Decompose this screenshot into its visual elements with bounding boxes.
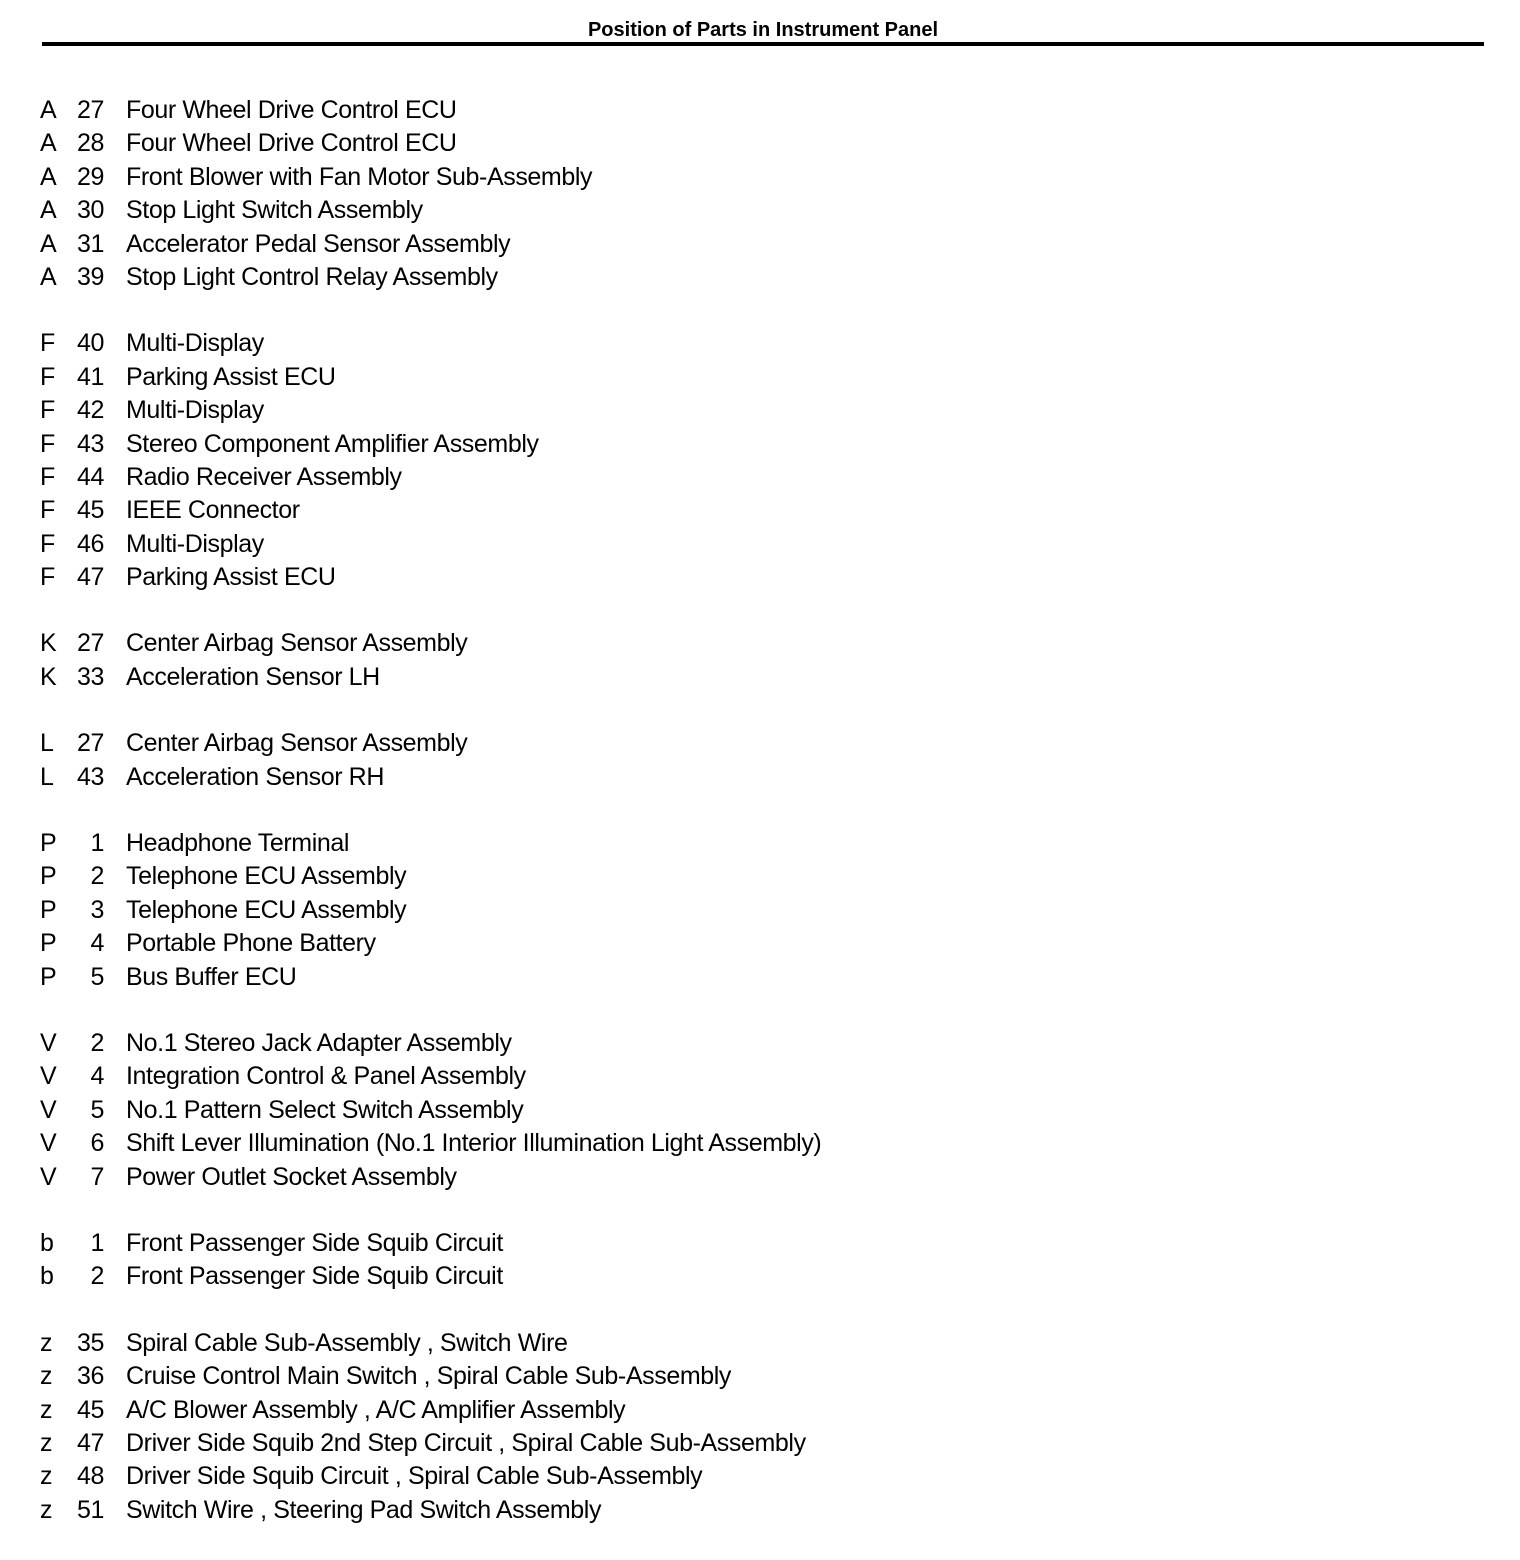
list-item	[40, 561, 1480, 594]
connector-number: 43	[76, 762, 104, 791]
part-description: Center Airbag Sensor Assembly	[126, 629, 468, 658]
connector-number: 5	[90, 1095, 104, 1124]
connector-code: A	[40, 129, 57, 158]
list-item	[40, 1260, 1480, 1293]
part-description: Cruise Control Main Switch , Spiral Cable Sub-Assembly	[126, 1362, 732, 1391]
connector-code: K	[40, 662, 57, 691]
part-description: Acceleration Sensor LH	[126, 662, 380, 691]
part-description: A/C Blower Assembly , A/C Amplifier Assembly	[126, 1395, 626, 1424]
connector-code: P	[40, 862, 57, 891]
connector-code: V	[40, 1095, 57, 1124]
connector-code: z	[40, 1495, 53, 1524]
part-description: Four Wheel Drive Control ECU	[126, 96, 457, 124]
part-description: Switch Wire , Steering Pad Switch Assembly	[126, 1495, 602, 1524]
connector-number: 43	[76, 429, 104, 458]
list-item	[40, 94, 1480, 127]
connector-number: 44	[76, 462, 104, 491]
connector-code: V	[40, 1162, 57, 1191]
connector-code: V	[40, 1062, 57, 1091]
list-item	[40, 461, 1480, 494]
connector-number: 30	[76, 196, 104, 225]
part-description: Parking Assist ECU	[126, 563, 336, 592]
part-description: Power Outlet Socket Assembly	[126, 1162, 457, 1191]
connector-number: 28	[76, 129, 104, 158]
part-description: Center Airbag Sensor Assembly	[126, 729, 468, 758]
list-item	[40, 428, 1480, 461]
parts-group-V	[40, 1027, 1480, 1194]
connector-code: P	[40, 829, 57, 858]
list-item	[40, 228, 1480, 261]
part-description: IEEE Connector	[126, 496, 300, 525]
connector-number: 45	[76, 496, 104, 525]
list-item	[40, 1360, 1480, 1393]
part-description: Multi-Display	[126, 529, 264, 558]
list-item	[40, 627, 1480, 660]
list-item	[40, 494, 1480, 527]
part-description: Bus Buffer ECU	[126, 962, 297, 991]
connector-code: L	[40, 762, 54, 791]
connector-code: K	[40, 629, 57, 658]
part-description: Accelerator Pedal Sensor Assembly	[126, 229, 511, 258]
connector-number: 48	[76, 1462, 104, 1491]
part-description: Multi-Display	[126, 329, 264, 358]
connector-number: 27	[76, 729, 104, 758]
parts-group-A	[40, 94, 1480, 294]
connector-number: 46	[76, 529, 104, 558]
connector-code: F	[40, 563, 55, 592]
connector-code: b	[40, 1262, 54, 1291]
connector-code: P	[40, 929, 57, 958]
part-description: Parking Assist ECU	[126, 362, 336, 391]
parts-group-K	[40, 627, 1480, 694]
connector-number: 4	[90, 929, 104, 958]
connector-code: F	[40, 429, 55, 458]
part-description: Driver Side Squib 2nd Step Circuit , Spiral Cable Sub-Assembly	[126, 1428, 806, 1457]
connector-number: 2	[90, 862, 104, 891]
part-description: Shift Lever Illumination (No.1 Interior Illumination Light Assembly)	[126, 1129, 822, 1158]
part-description: Radio Receiver Assembly	[126, 462, 402, 491]
connector-code: z	[40, 1328, 53, 1357]
list-item	[40, 394, 1480, 427]
connector-number: 7	[90, 1162, 104, 1191]
connector-code: A	[40, 196, 57, 225]
connector-number: 1	[90, 1228, 104, 1257]
connector-code: V	[40, 1129, 57, 1158]
connector-code: V	[40, 1028, 57, 1057]
list-item	[40, 1460, 1480, 1493]
connector-number: 2	[90, 1028, 104, 1057]
part-description: Portable Phone Battery	[126, 929, 376, 958]
connector-code: L	[40, 729, 54, 758]
page-title: Position of Parts in Instrument Panel	[587, 19, 939, 41]
connector-number: 41	[76, 362, 104, 391]
part-description: Integration Control & Panel Assembly	[126, 1062, 526, 1091]
part-description: Multi-Display	[126, 396, 264, 425]
part-description: No.1 Stereo Jack Adapter Assembly	[126, 1028, 512, 1057]
connector-number: 5	[90, 962, 104, 991]
list-item	[40, 1327, 1480, 1360]
list-item	[40, 261, 1480, 294]
title-divider	[42, 42, 1484, 46]
connector-code: P	[40, 895, 57, 924]
part-description: Stereo Component Amplifier Assembly	[126, 429, 539, 458]
list-item	[40, 761, 1480, 794]
list-item	[40, 727, 1480, 760]
list-item	[40, 661, 1480, 694]
connector-code: A	[40, 262, 57, 291]
parts-group-F	[40, 327, 1480, 594]
list-item	[40, 1494, 1480, 1527]
connector-number: 47	[76, 1428, 104, 1457]
list-item	[40, 1060, 1480, 1093]
part-description: Spiral Cable Sub-Assembly , Switch Wire	[126, 1328, 568, 1357]
connector-number: 3	[90, 895, 104, 924]
connector-number: 27	[76, 629, 104, 658]
connector-code: F	[40, 329, 55, 358]
list-item	[40, 1127, 1480, 1160]
connector-number: 31	[76, 229, 104, 258]
list-item	[40, 161, 1480, 194]
parts-group-L	[40, 727, 1480, 794]
connector-number: 35	[76, 1328, 104, 1357]
connector-code: F	[40, 396, 55, 425]
list-item	[40, 1427, 1480, 1460]
connector-code: z	[40, 1362, 53, 1391]
parts-group-b	[40, 1227, 1480, 1294]
connector-number: 6	[90, 1129, 104, 1158]
part-description: Front Passenger Side Squib Circuit	[126, 1228, 503, 1257]
list-item	[40, 1027, 1480, 1060]
connector-number: 47	[76, 563, 104, 592]
part-description: Stop Light Switch Assembly	[126, 196, 423, 225]
list-item	[40, 327, 1480, 360]
connector-number: 27	[76, 96, 104, 124]
connector-number: 39	[76, 262, 104, 291]
list-item	[40, 528, 1480, 561]
part-description: Headphone Terminal	[126, 829, 350, 858]
connector-code: F	[40, 462, 55, 491]
list-item	[40, 827, 1480, 860]
connector-code: F	[40, 496, 55, 525]
part-description: Driver Side Squib Circuit , Spiral Cable Sub-Assembly	[126, 1462, 703, 1491]
list-item	[40, 927, 1480, 960]
part-description: Telephone ECU Assembly	[126, 895, 407, 924]
connector-number: 45	[76, 1395, 104, 1424]
connector-number: 51	[76, 1495, 104, 1524]
list-item	[40, 1227, 1480, 1260]
connector-number: 36	[76, 1362, 104, 1391]
connector-code: F	[40, 529, 55, 558]
connector-code: z	[40, 1428, 53, 1457]
parts-group-P	[40, 827, 1480, 994]
connector-code: b	[40, 1228, 54, 1257]
part-description: Stop Light Control Relay Assembly	[126, 262, 498, 291]
connector-code: A	[40, 96, 57, 124]
list-item	[40, 127, 1480, 160]
list-item	[40, 860, 1480, 893]
connector-number: 1	[90, 829, 104, 858]
list-item	[40, 361, 1480, 394]
connector-code: z	[40, 1395, 53, 1424]
parts-group-z	[40, 1327, 1480, 1527]
connector-number: 29	[76, 162, 104, 191]
part-description: No.1 Pattern Select Switch Assembly	[126, 1095, 524, 1124]
connector-number: 40	[76, 329, 104, 358]
part-description: Four Wheel Drive Control ECU	[126, 129, 457, 158]
part-description: Acceleration Sensor RH	[126, 762, 384, 791]
list-item	[40, 894, 1480, 927]
connector-code: A	[40, 162, 57, 191]
connector-number: 33	[76, 662, 104, 691]
part-description: Front Passenger Side Squib Circuit	[126, 1262, 503, 1291]
parts-list	[40, 94, 1480, 1560]
list-item	[40, 194, 1480, 227]
connector-code: F	[40, 362, 55, 391]
connector-number: 42	[76, 396, 104, 425]
connector-code: A	[40, 229, 57, 258]
list-item	[40, 961, 1480, 994]
part-description: Front Blower with Fan Motor Sub-Assembly	[126, 162, 593, 191]
connector-code: z	[40, 1462, 53, 1491]
list-item	[40, 1161, 1480, 1194]
connector-number: 2	[90, 1262, 104, 1291]
list-item	[40, 1394, 1480, 1427]
connector-code: P	[40, 962, 57, 991]
connector-number: 4	[90, 1062, 104, 1091]
list-item	[40, 1094, 1480, 1127]
part-description: Telephone ECU Assembly	[126, 862, 407, 891]
